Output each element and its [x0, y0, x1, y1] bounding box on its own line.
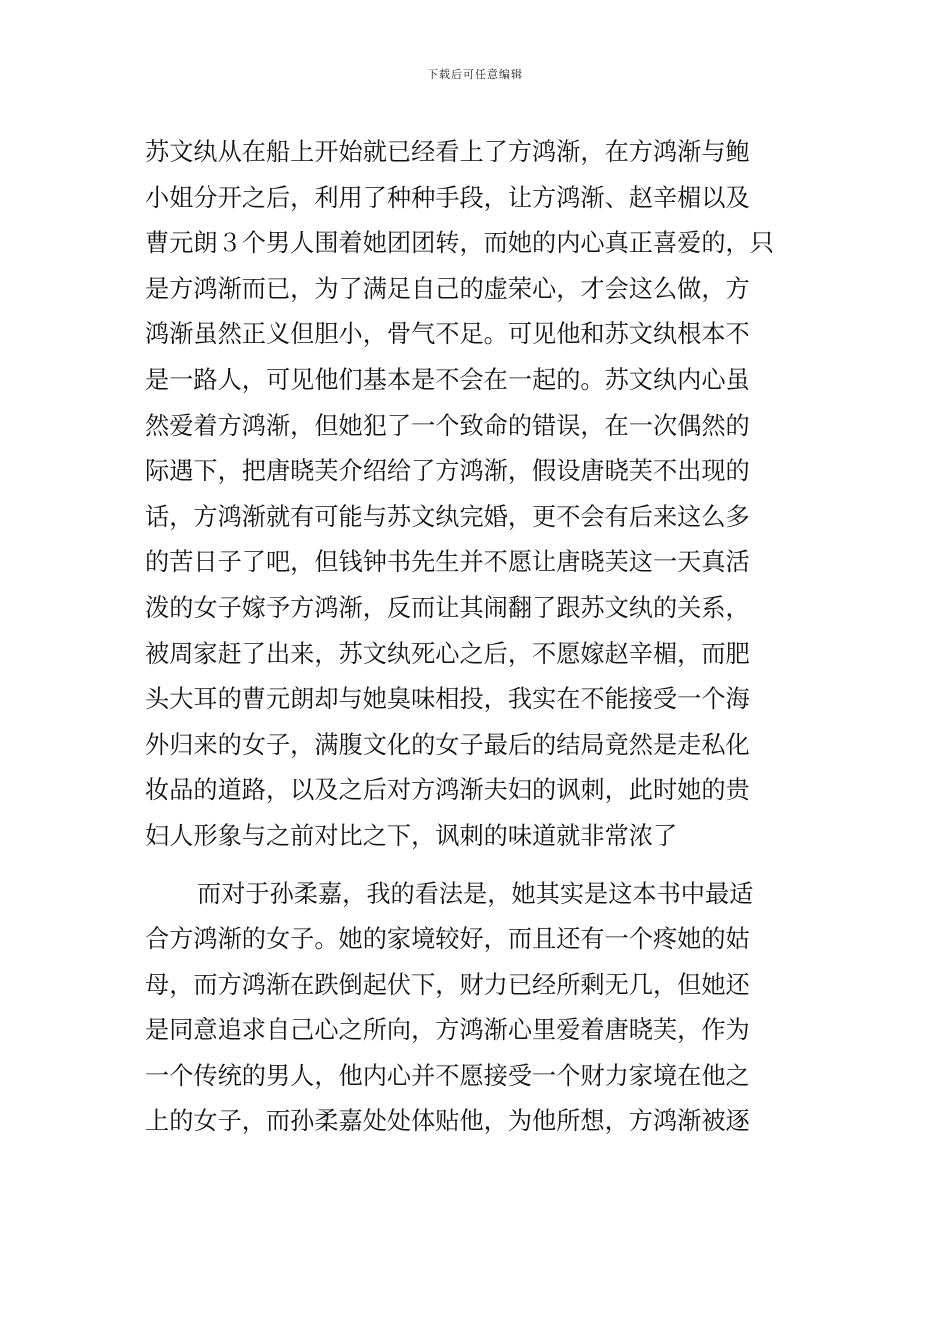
text-line: 合方鸿渐的女子。她的家境较好，而且还有一个疼她的姑 — [145, 925, 750, 954]
text-line: 而对于孙柔嘉，我的看法是，她其实是这本书中最适 — [197, 879, 754, 908]
text-line: 的苦日子了吧，但钱钟书先生并不愿让唐晓芙这一天真活 — [145, 548, 750, 577]
text-line: 母，而方鸿渐在跌倒起伏下，财力已经所剩无几，但她还 — [145, 970, 750, 999]
document-body — [145, 130, 815, 1145]
text-line: 头大耳的曹元朗却与她臭味相投，我实在不能接受一个海 — [145, 685, 750, 714]
text-line: 妆品的道路，以及之后对方鸿渐夫妇的讽刺，此时她的贵 — [145, 776, 750, 805]
text-line: 曹元朗３个男人围着她团团转，而她的内心真正喜爱的，只 — [145, 229, 774, 258]
paragraph-spacer — [145, 860, 815, 872]
text-line: 上的女子，而孙柔嘉处处体贴他，为他所想，方鸿渐被逐 — [145, 1107, 750, 1136]
paragraph — [145, 872, 815, 1146]
text-line: 一个传统的男人，他内心并不愿接受一个财力家境在他之 — [145, 1061, 750, 1090]
text-line: 妇人形象与之前对比之下，讽刺的味道就非常浓了 — [145, 821, 678, 850]
text-line: 是一路人，可见他们基本是不会在一起的。苏文纨内心虽 — [145, 365, 750, 394]
text-line: 是同意追求自己心之所向，方鸿渐心里爱着唐晓芙，作为 — [145, 1016, 750, 1045]
text-line: 苏文纨从在船上开始就已经看上了方鸿渐，在方鸿渐与鲍 — [145, 138, 750, 166]
text-line: 被周家赶了出来，苏文纨死心之后，不愿嫁赵辛楣，而肥 — [145, 639, 750, 668]
text-line: 是方鸿渐而已，为了满足自己的虚荣心，才会这么做，方 — [145, 274, 750, 303]
text-line: 鸿渐虽然正义但胆小，骨气不足。可见他和苏文纨根本不 — [145, 320, 750, 349]
text-line: 外归来的女子，满腹文化的女子最后的结局竟然是走私化 — [145, 730, 750, 759]
paragraph — [145, 130, 815, 860]
text-line: 小姐分开之后，利用了种种手段，让方鸿渐、赵辛楣以及 — [145, 183, 750, 212]
text-line: 泼的女子嫁予方鸿渐，反而让其闹翻了跟苏文纨的关系， — [145, 593, 750, 622]
text-line: 际遇下，把唐晓芙介绍给了方鸿渐，假设唐晓芙不出现的 — [145, 457, 750, 486]
text-line: 然爱着方鸿渐，但她犯了一个致命的错误，在一次偶然的 — [145, 411, 750, 440]
page-header: 下载后可任意编辑 — [427, 68, 523, 81]
text-line: 话，方鸿渐就有可能与苏文纨完婚，更不会有后来这么多 — [145, 502, 750, 531]
